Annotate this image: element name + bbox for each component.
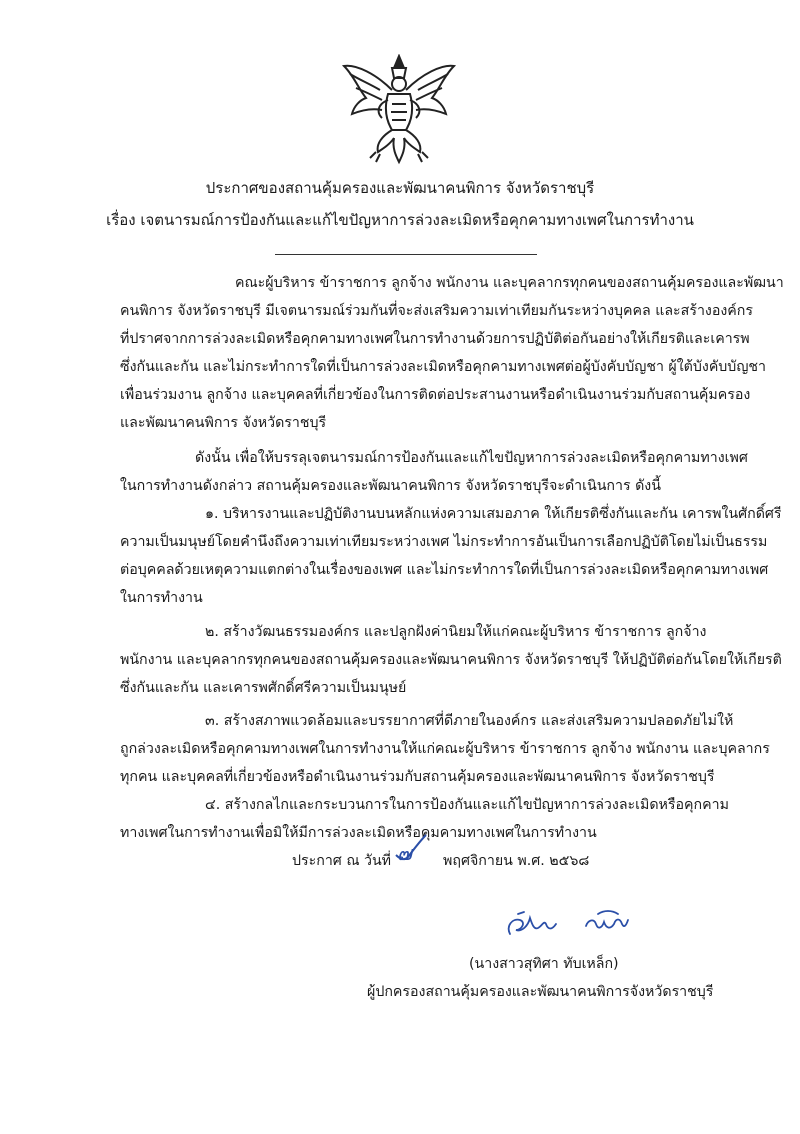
signer-title: ผู้ปกครองสถานคุ้มครองและพัฒนาคนพิการจังหวัดราชบุรี xyxy=(367,984,714,1000)
subject-heading: เรื่อง เจตนารมณ์การป้องกันและแก้ไขปัญหาการล่วงละเมิดหรือคุกคามทางเพศในการทำงาน xyxy=(106,211,694,229)
item4-line: ๔. สร้างกลไกและกระบวนการในการป้องกันและแก้ไขปัญหาการล่วงละเมิดหรือคุกคาม xyxy=(205,797,729,813)
item2-line: พนักงาน และบุคลากรทุกคนของสถานคุ้มครองและพัฒนาคนพิการ จังหวัดราชบุรี ให้ปฏิบัติต่อกันโดยให้เกียรติ xyxy=(120,652,782,668)
garuda-emblem-icon xyxy=(336,54,462,166)
item2-line: ๒. สร้างวัฒนธรรมองค์กร และปลูกฝังค่านิยมให้แก่คณะผู้บริหาร ข้าราชการ ลูกจ้าง xyxy=(205,624,707,640)
para1-line: คณะผู้บริหาร ข้าราชการ ลูกจ้าง พนักงาน และบุคลากรทุกคนของสถานคุ้มครองและพัฒนา xyxy=(235,275,784,291)
para1-line: และพัฒนาคนพิการ จังหวัดราชบุรี xyxy=(120,415,327,431)
item1-line: ในการทำงาน xyxy=(120,590,203,606)
date-day: ๗ xyxy=(397,841,413,865)
signature-image xyxy=(500,904,640,944)
item4-line: ทางเพศในการทำงานเพื่อมิให้มีการล่วงละเมิดหรือคุมคามทางเพศในการทำงาน xyxy=(120,825,597,841)
para1-line: ซึ่งกันและกัน และไม่กระทำการใดที่เป็นการล่วงละเมิดหรือคุกคามทางเพศต่อผู้บังคับบัญชา ผู้ใต้บังคับบัญชา xyxy=(120,359,767,375)
para1-line: เพื่อนร่วมงาน ลูกจ้าง และบุคคลที่เกี่ยวข้องในการติดต่อประสานงานหรือดำเนินงานร่วมกับสถานคุ้มครอง xyxy=(120,387,751,403)
handwritten-checkmark-icon xyxy=(388,833,428,863)
para2-line: ดังนั้น เพื่อให้บรรลุเจตนารมณ์การป้องกันและแก้ไขปัญหาการล่วงละเมิดหรือคุกคามทางเพศ xyxy=(195,450,748,466)
date-prefix: ประกาศ ณ วันที่ xyxy=(292,853,392,869)
para1-line: คนพิการ จังหวัดราชบุรี มีเจตนารมณ์ร่วมกันที่จะส่งเสริมความเท่าเทียมกันระหว่างบุคคล และสร้างองค์กร xyxy=(120,303,753,319)
date-month-year: พฤศจิกายน พ.ศ. ๒๕๖๘ xyxy=(443,853,590,869)
para2-line: ในการทำงานดังกล่าว สถานคุ้มครองและพัฒนาคนพิการ จังหวัดราชบุรีจะดำเนินการ ดังนี้ xyxy=(120,478,661,494)
issuer-heading: ประกาศของสถานคุ้มครองและพัฒนาคนพิการ จังหวัดราชบุรี xyxy=(205,179,595,197)
item1-line: ๑. บริหารงานและปฏิบัติงานบนหลักแห่งความเสมอภาค ให้เกียรติซึ่งกันและกัน เคารพในศักดิ์ศรี xyxy=(205,506,782,522)
item3-line: ๓. สร้างสภาพแวดล้อมและบรรยากาศที่ดีภายในองค์กร และส่งเสริมความปลอดภัยไม่ให้ xyxy=(205,713,734,729)
para1-line: ที่ปราศจากการล่วงละเมิดหรือคุกคามทางเพศในการทำงานด้วยการปฏิบัติต่อกันอย่างให้เกียรติและเคารพ xyxy=(120,331,750,347)
item3-line: ทุกคน และบุคคลที่เกี่ยวข้องหรือดำเนินงานร่วมกับสถานคุ้มครองและพัฒนาคนพิการ จังหวัดราชบุรี xyxy=(120,769,715,785)
heading-divider xyxy=(275,254,537,255)
item2-line: ซึ่งกันและกัน และเคารพศักดิ์ศรีความเป็นมนุษย์ xyxy=(120,680,407,696)
item1-line: ความเป็นมนุษย์โดยคำนึงถึงความเท่าเทียมระหว่างเพศ ไม่กระทำการอันเป็นการเลือกปฏิบัติโดยไม่เป็นธรรม xyxy=(120,534,768,550)
item3-line: ถูกล่วงละเมิดหรือคุกคามทางเพศในการทำงานให้แก่คณะผู้บริหาร ข้าราชการ ลูกจ้าง พนักงาน และบุคลากร xyxy=(120,741,770,757)
signer-name: (นางสาวสุทิศา ทับเหล็ก) xyxy=(469,956,619,972)
item1-line: ต่อบุคคลด้วยเหตุความแตกต่างในเรื่องของเพศ และไม่กระทำการใดที่เป็นการล่วงละเมิดหรือคุกคามทางเพศ xyxy=(120,562,769,578)
